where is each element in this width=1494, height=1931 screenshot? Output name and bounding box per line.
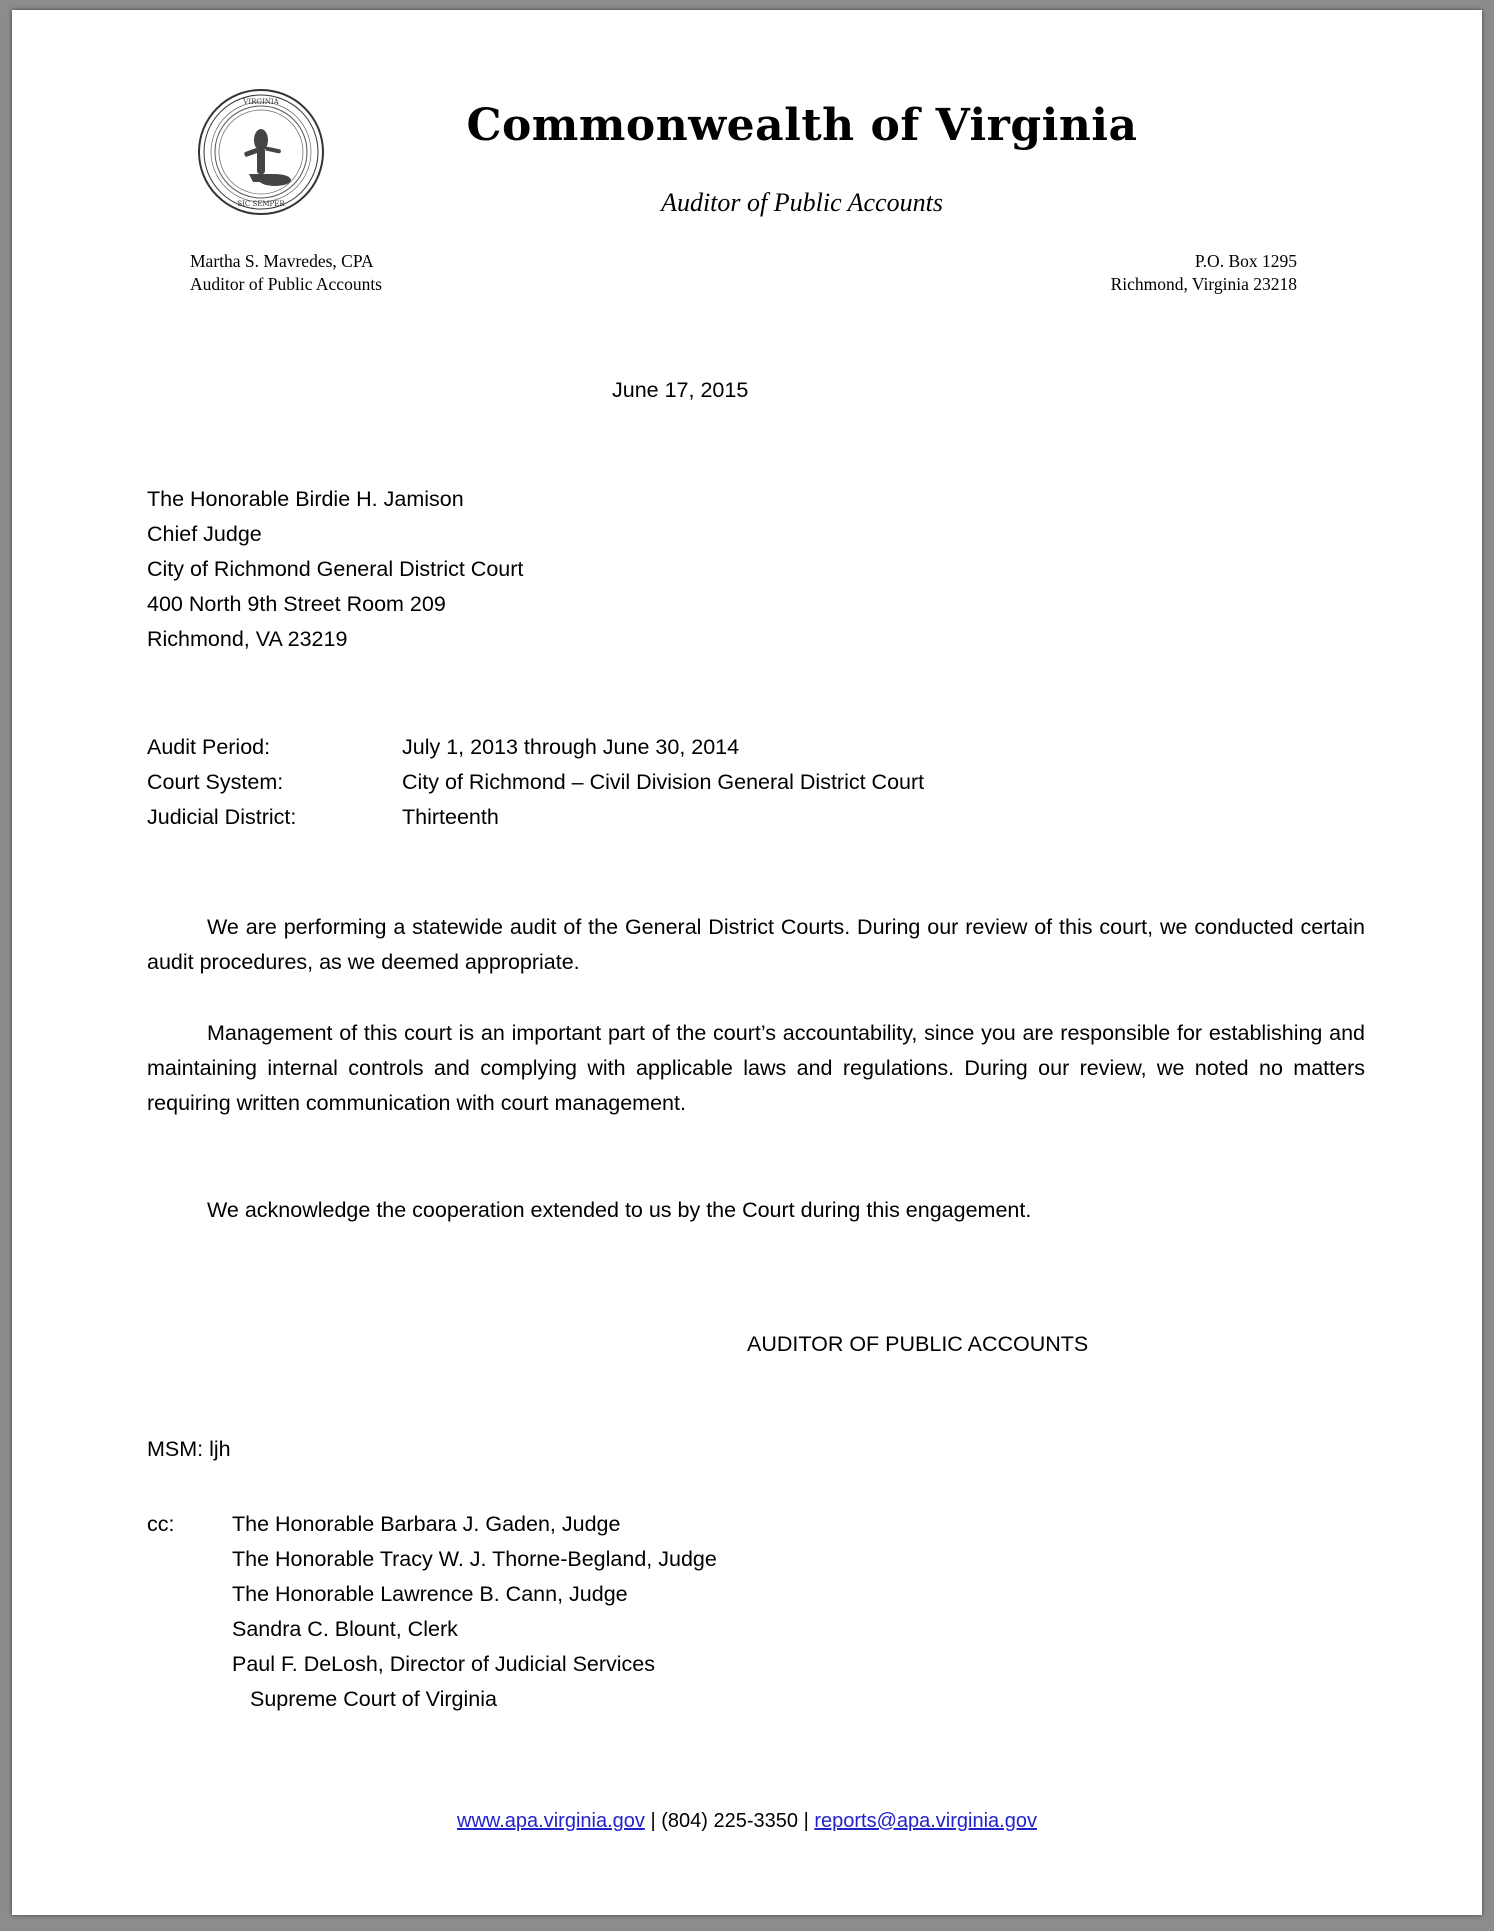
body-paragraph-2: Management of this court is an important part of the court’s accountability, since you are responsible for establishing and maintaining internal controls and complying with applicable laws and regulations. During our review, we noted no matters requiring written communication with court management. xyxy=(147,1021,1365,1115)
letterhead-subtitle: Auditor of Public Accounts xyxy=(661,188,943,217)
cc-list-item: Supreme Court of Virginia xyxy=(250,1687,497,1711)
address-line: 400 North 9th Street Room 209 xyxy=(147,592,446,616)
letterhead-title: Commonwealth of Virginia xyxy=(466,100,1138,151)
virginia-state-seal-icon xyxy=(197,88,325,216)
letter-date: June 17, 2015 xyxy=(612,378,749,402)
meta-value: July 1, 2013 through June 30, 2014 xyxy=(402,735,740,759)
email-link[interactable]: reports@apa.virginia.gov xyxy=(814,1810,1037,1832)
recipient-address xyxy=(147,482,523,657)
footer-separator: | xyxy=(803,1810,809,1832)
auditor-title: Auditor of Public Accounts xyxy=(190,274,382,294)
page-content xyxy=(12,10,1482,1915)
auditor-name: Martha S. Mavredes, CPA xyxy=(190,251,374,271)
signature-block: AUDITOR OF PUBLIC ACCOUNTS xyxy=(747,1332,1089,1356)
meta-label: Court System: xyxy=(147,770,284,794)
cc-label: cc: xyxy=(147,1512,175,1536)
cc-list-item: The Honorable Tracy W. J. Thorne-Begland, Judge xyxy=(232,1547,717,1571)
letterhead-right-block xyxy=(1111,250,1297,296)
body-paragraph-3: We acknowledge the cooperation extended to us by the Court during this engagement. xyxy=(207,1198,1032,1222)
address-line: Richmond, VA 23219 xyxy=(147,627,348,651)
audit-meta-block xyxy=(147,730,924,835)
meta-row xyxy=(147,765,924,800)
cc-list-item: The Honorable Lawrence B. Cann, Judge xyxy=(232,1582,628,1606)
meta-label: Judicial District: xyxy=(147,805,297,829)
cc-list-item: Paul F. DeLosh, Director of Judicial Services xyxy=(232,1652,656,1676)
letterhead-left-block xyxy=(190,250,382,296)
footer-separator: | xyxy=(650,1810,656,1832)
footer-phone: (804) 225-3350 xyxy=(661,1810,798,1832)
cc-block xyxy=(147,1507,717,1717)
address-line: The Honorable Birdie H. Jamison xyxy=(147,487,464,511)
svg-text:VIRGINIA: VIRGINIA xyxy=(243,98,279,106)
meta-value: Thirteenth xyxy=(402,805,499,829)
meta-row xyxy=(147,800,924,835)
page-footer xyxy=(12,1810,1482,1833)
address-line: Chief Judge xyxy=(147,522,262,546)
meta-value: City of Richmond – Civil Division General District Court xyxy=(402,770,925,794)
meta-row xyxy=(147,730,924,765)
cc-list-item: The Honorable Barbara J. Gaden, Judge xyxy=(232,1512,621,1536)
address-line: City of Richmond General District Court xyxy=(147,557,524,581)
body-paragraph-1: We are performing a statewide audit of the General District Courts. During our review of this court, we conducted certain audit procedures, as we deemed appropriate. xyxy=(147,915,1365,974)
typist-initials: MSM: ljh xyxy=(147,1437,231,1461)
document-page xyxy=(12,10,1482,1915)
po-box-line: P.O. Box 1295 xyxy=(1194,251,1297,271)
meta-label: Audit Period: xyxy=(147,735,271,759)
city-state-zip-line: Richmond, Virginia 23218 xyxy=(1110,274,1297,294)
cc-list xyxy=(232,1507,717,1717)
svg-text:SIC SEMPER: SIC SEMPER xyxy=(237,200,285,208)
cc-list-item: Sandra C. Blount, Clerk xyxy=(232,1617,458,1641)
website-link[interactable]: www.apa.virginia.gov xyxy=(457,1810,645,1832)
